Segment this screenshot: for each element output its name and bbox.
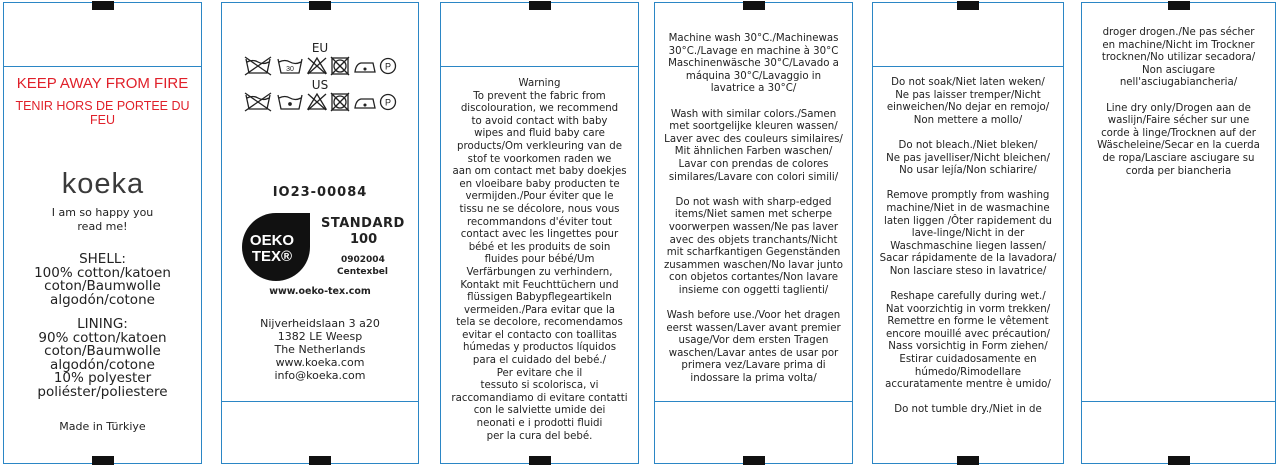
shell-composition: SHELL: 100% cotton/katoen coton/Baumwolle algodón/cotone [34, 251, 171, 308]
no-tumble-dry-icon [331, 57, 349, 75]
iron-icon [355, 63, 375, 72]
svg-text:P: P [384, 97, 392, 108]
label-panel-6 [1081, 2, 1276, 464]
company-address: Nijverheidslaan 3 a20 1382 LE Weesp The Netherlands www.koeka.com info@koeka.com [260, 317, 380, 382]
warning-text: Warning To prevent the fabric from discolouration, we recommend to avoid contact with baby wipes and fluid baby care products/Om verkleuring van de stof te voorkomen raden we aan om contact met baby doekjes en vloeibare baby producten te vermijden./Pour éviter que le tissu ne se décolore, nous vous recommandons d'éviter tout contact avec les lingettes pour bébé et les produits de soin fluides pour bébé/Um Verfärbungen zu verhindern, Kontakt mit Feuchttüchern und flüssigen Babypflegeartikeln vermeiden./Para evitar que la tela se decolore, recomendamos evitar el contacto con toallitas húmedas y productos líquidos para el cuidado del bebé./ Per evitare che il tessuto si scolorisca, vi raccomandiamo di evitare contatti con le salviette umide dei neonati e i prodotti fluidi per la cura del bebé. [451, 78, 628, 442]
divider [1082, 401, 1275, 402]
wash-30-crossed-icon [245, 57, 271, 75]
svg-text:P: P [384, 61, 392, 72]
wash-30-crossed-icon [245, 93, 271, 111]
lining-composition: LINING: 90% cotton/katoen coton/Baumwolle algodón/cotone 10% polyester poliéster/poliestere [37, 316, 168, 400]
label-panel-4 [654, 2, 853, 464]
divider [4, 66, 201, 67]
no-tumble-dry-icon [331, 93, 349, 111]
tab-marker [529, 456, 551, 465]
tagline: I am so happy you read me! [51, 206, 154, 233]
certificate-number: 0902004 [341, 255, 385, 265]
divider [222, 401, 418, 402]
us-care-symbols [244, 91, 404, 115]
care-instructions-2: Do not soak/Niet laten weken/ Ne pas laisser tremper/Nicht einweichen/No dejar en remojo/ Non mettere a mollo/ Do not bleach./Niet bleken/ Ne pas javelliser/Nicht bleichen/ No usar lejía/Non schiarire/ Remove promptly from washing machine/Niet in de wasmachine laten liggen /Ôter rapidement du lave-linge/Nicht in der Waschmaschine liegen lassen/ Sacar rápidamente de la lavadora/ Non lasciare steso in lavatrice/ Reshape carefully during wet./ Nat voorzichtig in vorm trekken/ Remettre en forme le vêtement encore mouillé avec précaution/ Nass vorsichtig in Form ziehen/ Estirar cuidadosamente en húmedo/Rimodellare accuratamente mentre è umido/ Do not tumble dry./Niet in de [879, 77, 1057, 416]
tab-marker [92, 1, 114, 10]
tab-marker [309, 1, 331, 10]
svg-text:koeka: koeka [61, 168, 144, 200]
iron-icon [355, 99, 375, 108]
dry-clean-p-icon [381, 95, 396, 110]
divider [655, 401, 852, 402]
label-panel-5 [872, 2, 1064, 464]
no-bleach-icon [308, 94, 326, 110]
eu-care-symbols [244, 55, 404, 79]
certificate-body: Centexbel [337, 267, 388, 277]
tab-marker [743, 1, 765, 10]
brand-logo [4, 148, 201, 205]
tab-marker [1168, 456, 1190, 465]
tab-marker [309, 456, 331, 465]
tab-marker [92, 456, 114, 465]
tab-marker [957, 456, 979, 465]
care-instructions-3: droger drogen./Ne pas sécher en machine/Nicht im Trockner trocknen/No utilizar secadora/ Non asciugare nell'asciugabiancheria/ Line dry only/Drogen aan de waslijn/Faire sécher sur une corde à linge/Trocknen auf der Wäscheleine/Secar en la cuerda de ropa/Lasciare asciugare su corda per biancheria [1097, 27, 1260, 177]
country-of-origin: Made in Türkiye [59, 420, 146, 433]
svg-text:30: 30 [286, 66, 294, 73]
eu-label: EU [311, 41, 329, 55]
standard-number: 100 [350, 232, 378, 247]
no-bleach-icon [308, 58, 326, 74]
dry-clean-p-icon [381, 59, 396, 74]
divider [873, 66, 1063, 67]
label-panel-3 [440, 2, 639, 464]
article-code: IO23-00084 [272, 185, 368, 200]
koeka-logo [43, 167, 163, 201]
svg-text:OEKO: OEKO [249, 232, 295, 249]
tab-marker [957, 1, 979, 10]
wash-30-dot-icon [278, 95, 302, 109]
tab-marker [743, 456, 765, 465]
standard-title: STANDARD [321, 216, 405, 231]
divider [441, 66, 638, 67]
fire-warning-fr: TENIR HORS DE PORTEE DU FEU [15, 99, 190, 127]
us-label: US [311, 78, 329, 92]
tab-marker [529, 1, 551, 10]
care-instructions-1: Machine wash 30°C./Machinewas 30°C./Lavage en machine à 30°C Maschinenwäsche 30°C/Lavado a máquina 30°C/Lavaggio in lavatrice a 30°C/ Wash with similar colors./Samen met soortgelijke kleuren wassen/ Laver avec des couleurs similaires/ Mit ähnlichen Farben waschen/ Lavar con prendas de colores similares/Lavare con colori simili/ Do not wash with sharp-edged items/Niet samen met scherpe voorwerpen wassen/Ne pas laver avec des objets tranchants/Nicht mit scharfkantigen Gegenständen zusammen waschen/No lavar junto con objetos cortantes/Non lavare insieme con oggetti taglienti/ Wash before use./Voor het dragen eerst wassen/Laver avant premier usage/Vor dem ersten Tragen waschen/Lavar antes de usar por primera vez/Lavare prima di indossare la prima volta/ [663, 33, 844, 385]
label-panel-1 [3, 2, 202, 464]
fire-warning-en: KEEP AWAY FROM FIRE [16, 75, 189, 92]
label-panel-2 [221, 2, 419, 464]
wash-30-icon [278, 59, 302, 73]
oeko-tex-logo [236, 211, 316, 283]
svg-text:TEX®: TEX® [251, 248, 293, 265]
oeko-tex-url: www.oeko-tex.com [269, 286, 371, 297]
tab-marker [1168, 1, 1190, 10]
